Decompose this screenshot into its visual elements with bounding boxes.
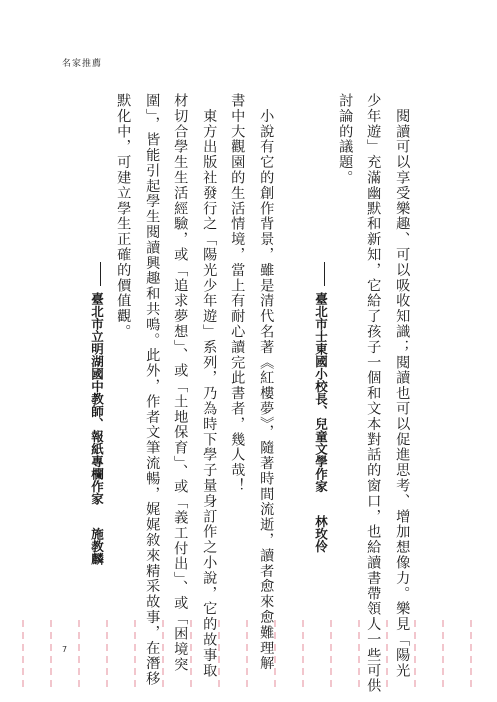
- stripe-dash: [190, 644, 192, 651]
- stripe-dash: [50, 656, 52, 663]
- stripe-dash: [162, 656, 164, 663]
- stripe-dash: [358, 680, 360, 687]
- stripe-dash: [414, 620, 416, 627]
- stripe-dash: [442, 620, 444, 627]
- page-number: 7: [62, 645, 68, 654]
- essay2-signature: [90, 262, 103, 565]
- stripe-dash: [302, 644, 304, 651]
- stripe-dash: [162, 680, 164, 687]
- stripe-dash: [274, 644, 276, 651]
- stripe-dash: [358, 656, 360, 663]
- stripe-dash: [442, 632, 444, 639]
- stripe-dash: [414, 632, 416, 639]
- essay1-line-2: 少年遊」充滿幽默和新知，它給了孩子一個和文本對話的窗口，也給讀書帶領人一些可供: [365, 93, 382, 694]
- stripe-dash: [22, 620, 24, 627]
- stripe-dash: [246, 668, 248, 675]
- stripe-dash: [386, 620, 388, 627]
- stripe-dash: [470, 656, 472, 663]
- stripe-dash: [386, 632, 388, 639]
- stripe-dash: [358, 668, 360, 675]
- stripe-dash: [414, 644, 416, 651]
- stripe-dash: [190, 668, 192, 675]
- stripe-dash: [302, 656, 304, 663]
- stripe-dash: [50, 644, 52, 651]
- stripe-dash: [246, 620, 248, 627]
- stripe-dash: [442, 644, 444, 651]
- stripe-dash: [470, 680, 472, 687]
- stripe-dash: [218, 656, 220, 663]
- stripe-dash: [162, 644, 164, 651]
- stripe-dash: [78, 680, 80, 687]
- essay2-line-5: 圍」，皆能引起學生閱讀興趣和共鳴。此外，作者文筆流暢，娓娓敘來精采故事，在潛移: [144, 93, 161, 687]
- stripe-dash: [50, 620, 52, 627]
- decorative-stripes: [0, 618, 497, 688]
- stripe-dash: [134, 680, 136, 687]
- essay2-signature-title: 臺北市立明湖國中教師、報紙專欄作家: [89, 292, 105, 505]
- page-header: 名家推薦: [62, 59, 103, 69]
- stripe-dash: [442, 680, 444, 687]
- stripe-dash: [470, 620, 472, 627]
- essay1-line-1: 閱讀可以享受樂趣、可以吸收知識；閱讀也可以促進思考、增加想像力。樂見「陽光: [394, 93, 411, 679]
- stripe-dash: [470, 668, 472, 675]
- essay1-line-3: 討論的議題。: [337, 93, 354, 186]
- stripe-dash: [218, 644, 220, 651]
- stripe-dash: [386, 668, 388, 675]
- stripe-dash: [330, 668, 332, 675]
- stripe-dash: [22, 644, 24, 651]
- essay2-signature-name: 施教麟: [89, 527, 105, 566]
- stripe-dash: [218, 680, 220, 687]
- essay2-line-4: 材切合學生生活經驗，或「追求夢想」、或「土地保育」、或「義工付出」、或「困境突: [172, 93, 189, 673]
- stripe-dash: [274, 632, 276, 639]
- stripe-dash: [106, 656, 108, 663]
- stripe-dash: [190, 680, 192, 687]
- stripe-dash: [330, 620, 332, 627]
- stripe-dash: [246, 644, 248, 651]
- stripe-dash: [22, 656, 24, 663]
- stripe-dash: [358, 644, 360, 651]
- essay1-signature-title: 臺北市士東國小校長、兒童文學作家: [313, 292, 329, 493]
- stripe-dash: [22, 632, 24, 639]
- essay2-line-2: 書中大觀園的生活情境，當上有耐心讀完此書者，幾人哉！: [229, 93, 246, 494]
- stripe-dash: [414, 668, 416, 675]
- stripe-dash: [218, 632, 220, 639]
- stripe-dash: [134, 620, 136, 627]
- stripe-dash: [414, 680, 416, 687]
- stripe-dash: [386, 680, 388, 687]
- stripe-dash: [246, 680, 248, 687]
- stripe-dash: [190, 632, 192, 639]
- essay1-signature-name: 林玫伶: [313, 515, 329, 553]
- stripe-dash: [302, 668, 304, 675]
- stripe-dash: [330, 680, 332, 687]
- signature-dash: [99, 262, 101, 286]
- stripe-dash: [134, 632, 136, 639]
- stripe-dash: [162, 620, 164, 627]
- stripe-dash: [246, 656, 248, 663]
- stripe-dash: [218, 620, 220, 627]
- stripe-dash: [218, 668, 220, 675]
- stripe-dash: [470, 632, 472, 639]
- stripe-dash: [22, 668, 24, 675]
- stripe-dash: [78, 620, 80, 627]
- stripe-dash: [386, 644, 388, 651]
- stripe-dash: [106, 680, 108, 687]
- essay2-line-6: 默化中，可建立學生正確的價值觀。: [115, 93, 132, 340]
- stripe-dash: [330, 644, 332, 651]
- stripe-dash: [274, 680, 276, 687]
- stripe-dash: [302, 680, 304, 687]
- stripe-dash: [442, 656, 444, 663]
- stripe-dash: [50, 680, 52, 687]
- stripe-dash: [274, 668, 276, 675]
- stripe-dash: [442, 668, 444, 675]
- stripe-dash: [274, 620, 276, 627]
- stripe-dash: [302, 620, 304, 627]
- stripe-dash: [50, 668, 52, 675]
- signature-dash: [323, 262, 325, 286]
- essay2-line-1: 小說有它的創作背景，雖是清代名著《紅樓夢》，隨著時間流逝，讀者愈來愈難理解: [258, 93, 275, 672]
- stripe-dash: [106, 668, 108, 675]
- stripe-dash: [190, 656, 192, 663]
- stripe-dash: [106, 644, 108, 651]
- stripe-dash: [50, 632, 52, 639]
- stripe-dash: [78, 632, 80, 639]
- essay2-line-3: 東方出版社發行之「陽光少年遊」系列，乃為時下學子量身訂作之小說，它的故事取: [201, 93, 218, 679]
- stripe-dash: [78, 644, 80, 651]
- stripe-dash: [134, 644, 136, 651]
- stripe-dash: [78, 656, 80, 663]
- stripe-dash: [134, 668, 136, 675]
- stripe-dash: [470, 644, 472, 651]
- stripe-dash: [330, 656, 332, 663]
- stripe-dash: [330, 632, 332, 639]
- stripe-dash: [106, 632, 108, 639]
- stripe-dash: [246, 632, 248, 639]
- stripe-dash: [358, 632, 360, 639]
- stripe-dash: [386, 656, 388, 663]
- stripe-dash: [190, 620, 192, 627]
- stripe-dash: [162, 668, 164, 675]
- stripe-dash: [78, 668, 80, 675]
- essay1-signature: [314, 262, 327, 553]
- stripe-dash: [358, 620, 360, 627]
- stripe-dash: [106, 620, 108, 627]
- stripe-dash: [162, 632, 164, 639]
- stripe-dash: [22, 680, 24, 687]
- stripe-dash: [274, 656, 276, 663]
- stripe-dash: [414, 656, 416, 663]
- stripe-dash: [302, 632, 304, 639]
- stripe-dash: [134, 656, 136, 663]
